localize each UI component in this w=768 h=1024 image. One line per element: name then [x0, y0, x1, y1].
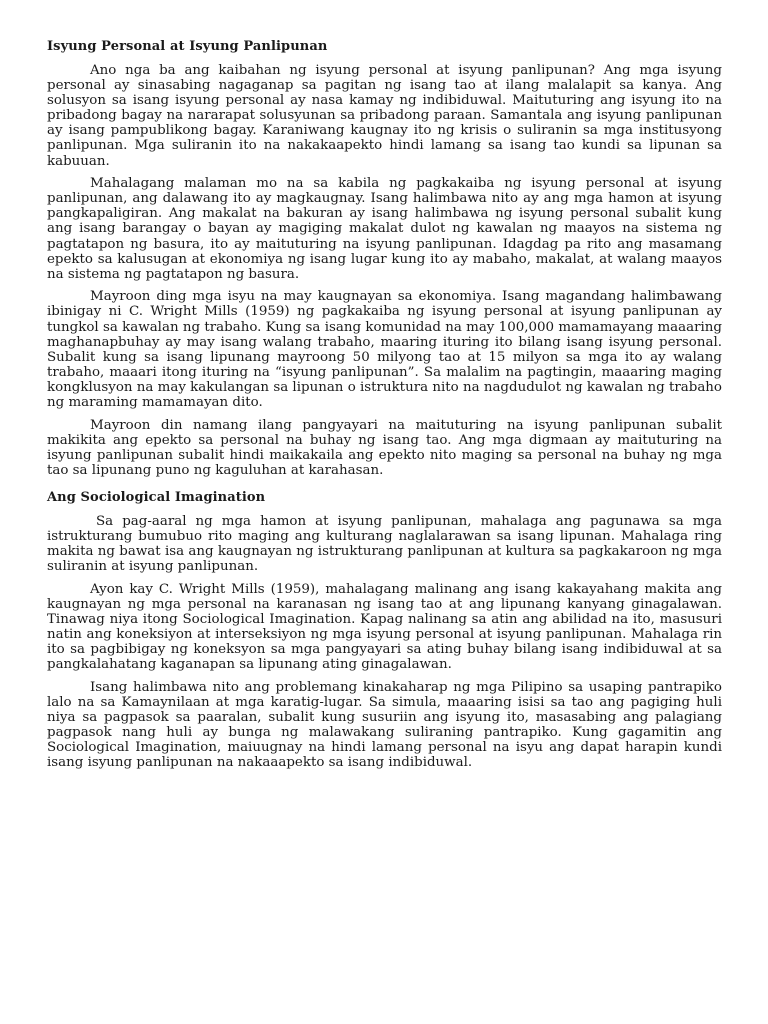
paragraph: Ano nga ba ang kaibahan ng isyung personal at isyung panlipunan? Ang mga isyung personal ay sinasabing nagaganap sa pagitan ng isang tao at ilang malalapit sa kanya. Ang solusyon sa isang isyung personal ay nasa kamay ng indibiduwal. Maituturing ang isyung ito na pribadong bagay na nararapat solusyunan sa pribadong paraan. Samantala ang isyung panlipunan ay isang pampublikong bagay. Karaniwang kaugnay ito ng krisis o suliranin sa mga institusyong panlipunan. Mga suliranin ito na nakakaapekto hindi lamang sa isang tao kundi sa lipunan sa kabuuan. — [47, 63, 722, 169]
document-page — [47, 38, 722, 778]
paragraph: Isang halimbawa nito ang problemang kinakaharap ng mga Pilipino sa usaping pantrapiko lalo na sa Kamaynilaan at mga karatig-lugar. Sa simula, maaaring isisi sa tao ang pagiging huli niya sa pagpasok sa paaralan, subalit kung susuriin ang isyung ito, masasabing ang palagiang pagpasok nang huli ay bunga ng malawakang suliraning pantrapiko. Kung gagamitin ang Sociological Imagination, maiuugnay na hindi lamang personal na isyu ang dapat harapin kundi isang isyung panlipunan na nakaaapekto sa isang indibiduwal. — [47, 679, 722, 771]
paragraph: Mahalagang malaman mo na sa kabila ng pagkakaiba ng isyung personal at isyung panlipunan, ang dalawang ito ay magkaugnay. Isang halimbawa nito ay ang mga hamon at isyung pangkapaligiran. Ang makalat na bakuran ay isang halimbawa ng isyung personal subalit kung ang isang barangay o bayan ay magiging makalat dulot ng kawalan ng maayos na sistema ng pagtatapon ng basura, ito ay maituturing na isyung panlipunan. Idagdag pa rito ang masamang epekto sa kalusugan at ekonomiya ng isang lugar kung ito ay mabaho, makalat, at walang maayos na sistema ng pagtatapon ng basura. — [47, 176, 722, 282]
paragraph: Ayon kay C. Wright Mills (1959), mahalagang malinang ang isang kakayahang makita ang kaugnayan ng mga personal na karanasan ng isang tao at ang lipunang kanyang ginagalawan. Tinawag niya itong Sociological Imagination. Kapag nalinang sa atin ang abilidad na ito, masusuri natin ang koneksiyon at interseksiyon ng mga isyung personal at isyung panlipunan. Mahalaga rin ito sa pagbibigay ng koneksyon sa mga pangyayari sa ating buhay bilang isang indibiduwal at sa pangkalahatang kaganapan sa lipunang ating ginagalawan. — [47, 581, 722, 673]
section-heading-sociological-imagination: Ang Sociological Imagination — [47, 489, 266, 505]
paragraph: Mayroon ding mga isyu na may kaugnayan sa ekonomiya. Isang magandang halimbawang ibinigay ni C. Wright Mills (1959) ng pagkakaiba ng isyung personal at isyung panlipunan ay tungkol sa kawalan ng trabaho. Kung sa isang komunidad na may 100,000 mamamayang maaaring maghanapbuhay ay may isang walang trabaho, maaring ituring ito bilang isang isyung personal. Subalit kung sa isang lipunang mayroong 50 milyong tao at 15 milyon sa mga ito ay walang trabaho, maaari itong ituring na “isyung panlipunan”. Sa malalim na pagtingin, maaaring maging kongklusyon na may kakulangan sa lipunan o istruktura nito na nagdudulot ng kawalan ng trabaho ng maraming mamamayan dito. — [47, 289, 722, 410]
paragraph: Sa pag-aaral ng mga hamon at isyung panlipunan, mahalaga ang pagunawa sa mga istrukturang bumubuo rito maging ang kulturang naglalarawan sa isang lipunan. Mahalaga ring makita ng bawat isa ang kaugnayan ng istrukturang panlipunan at kultura sa pagkakaroon ng mga suliranin at isyung panlipunan. — [47, 513, 722, 575]
section-heading-isyung-personal: Isyung Personal at Isyung Panlipunan — [47, 39, 328, 54]
paragraph: Mayroon din namang ilang pangyayari na maituturing na isyung panlipunan subalit makikita ang epekto sa personal na buhay ng isang tao. Ang mga digmaan ay maituturing na isyung panlipunan subalit hindi maikakaila ang epekto nito maging sa personal na buhay ng mga tao sa lipunang puno ng kaguluhan at karahasan. — [47, 417, 722, 478]
